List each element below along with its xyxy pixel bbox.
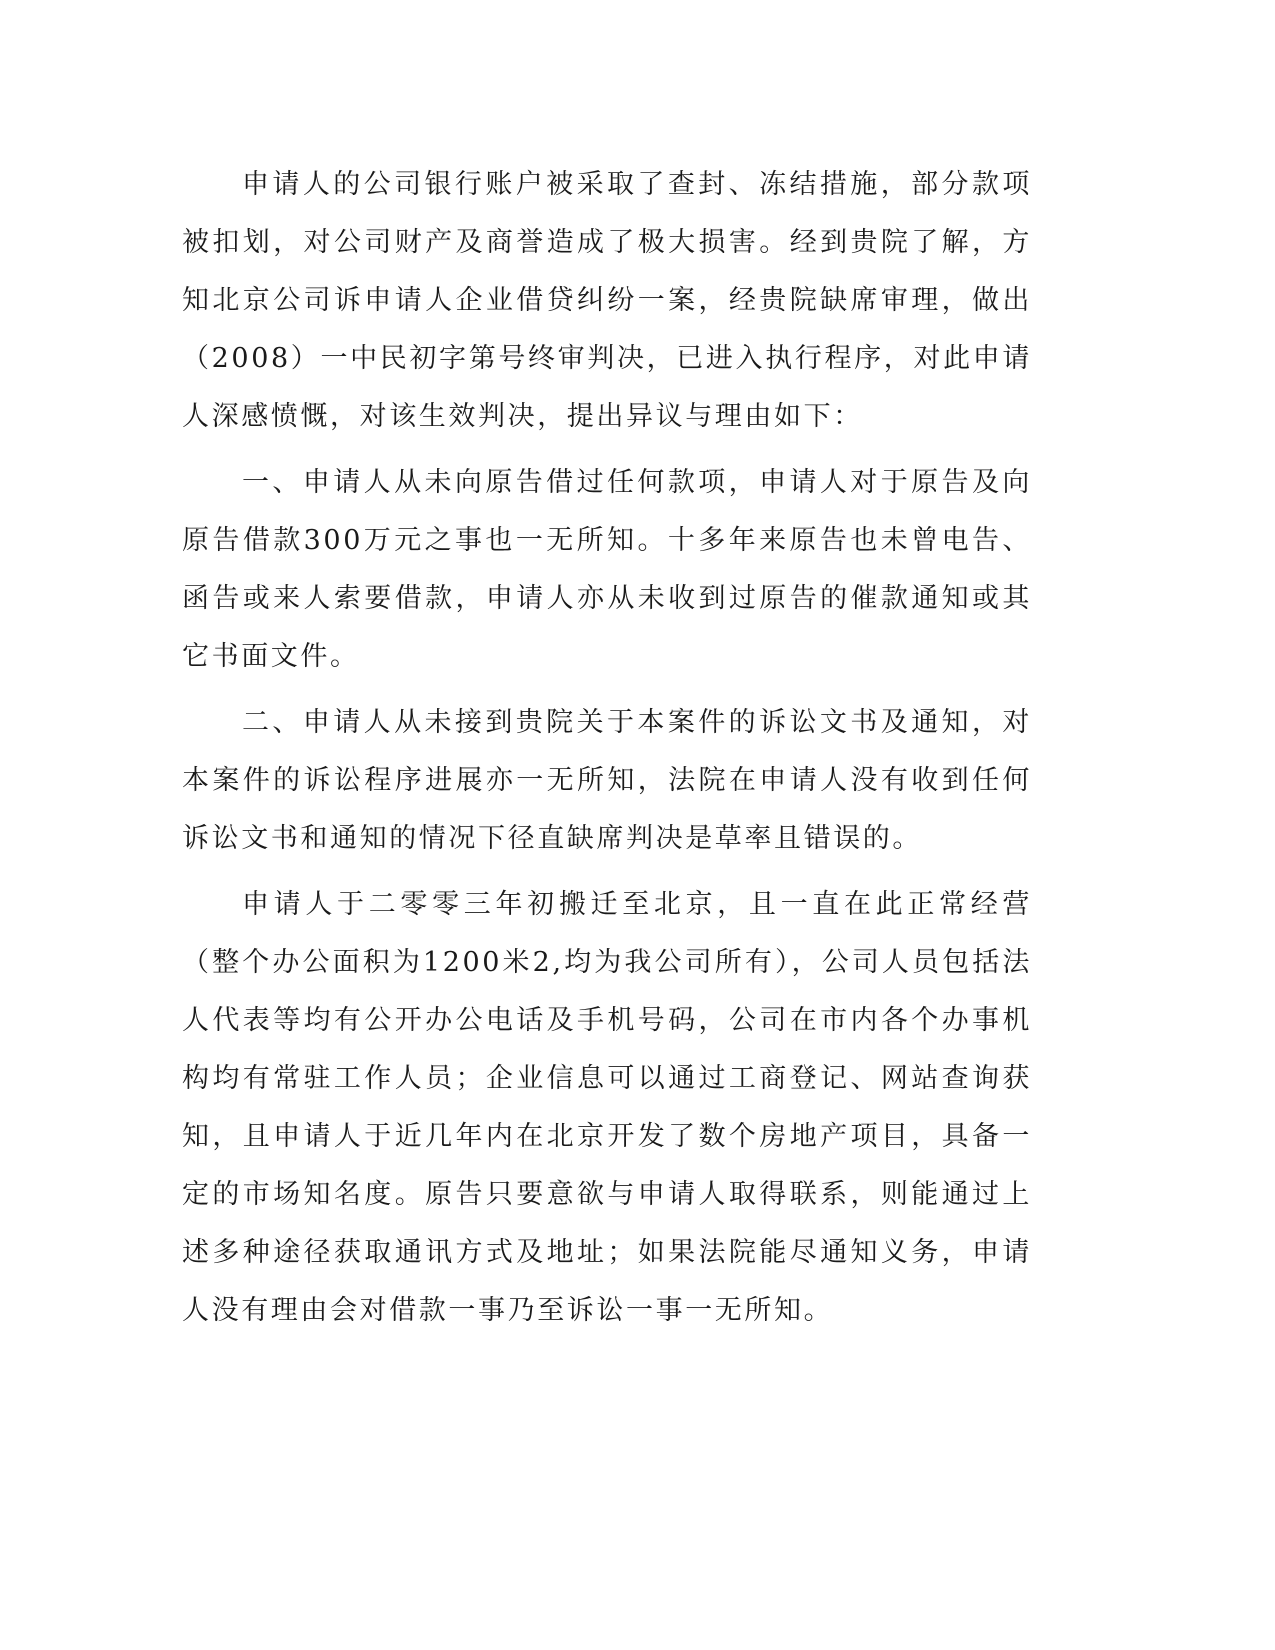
paragraph-point-two: 二、申请人从未接到贵院关于本案件的诉讼文书及通知，对本案件的诉讼程序进展亦一无所知，法院在申请人没有收到任何诉讼文书和通知的情况下径直缺席判决是草率且错误的。: [182, 707, 1032, 854]
document-body: [182, 156, 1032, 1340]
paragraph-objection-intro: 申请人的公司银行账户被采取了查封、冻结措施，部分款项被扣划，对公司财产及商誉造成了极大损害。经到贵院了解，方知北京公司诉申请人企业借贷纠纷一案，经贵院缺席审理，做出（2008）一中民初字第号终审判决，已进入执行程序，对此申请人深感愤慨，对该生效判决，提出异议与理由如下：: [182, 169, 1032, 432]
paragraph-point-one: 一、申请人从未向原告借过任何款项，申请人对于原告及向原告借款300万元之事也一无所知。十多年来原告也未曾电告、函告或来人索要借款，申请人亦从未收到过原告的催款通知或其它书面文件。: [182, 467, 1032, 672]
paragraph-relocation-details: 申请人于二零零三年初搬迁至北京，且一直在此正常经营（整个办公面积为1200米2,均为我公司所有），公司人员包括法人代表等均有公开办公电话及手机号码，公司在市内各个办事机构均有常驻工作人员；企业信息可以通过工商登记、网站查询获知，且申请人于近几年内在北京开发了数个房地产项目，具备一定的市场知名度。原告只要意欲与申请人取得联系，则能通过上述多种途径获取通讯方式及地址；如果法院能尽通知义务，申请人没有理由会对借款一事乃至诉讼一事一无所知。: [182, 889, 1032, 1326]
